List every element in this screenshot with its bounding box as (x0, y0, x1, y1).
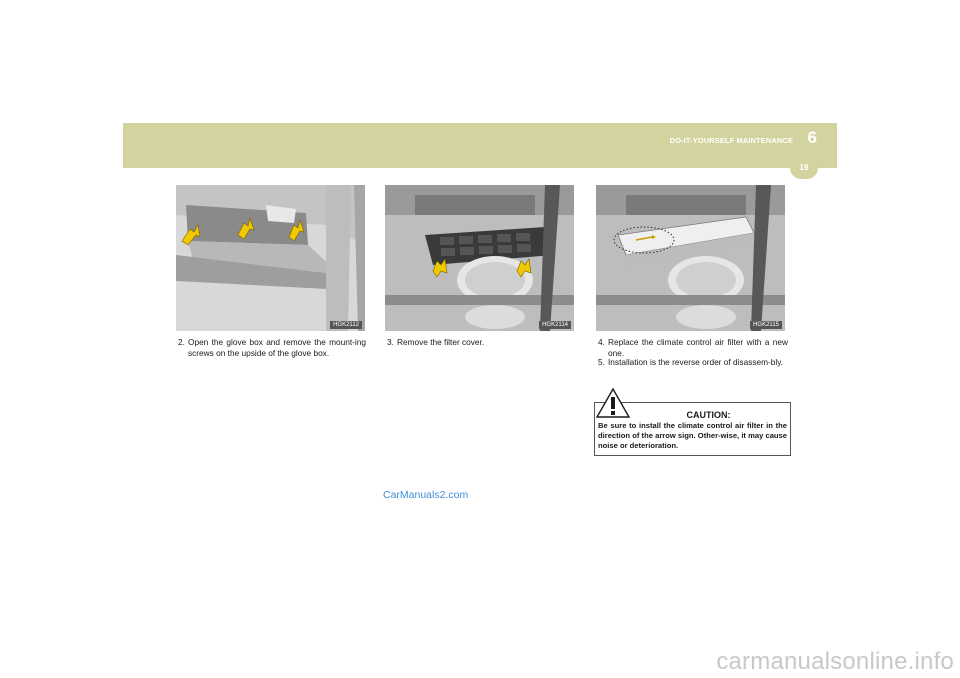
figure-code: HGK2112 (330, 321, 362, 329)
step-number: 5. (598, 357, 605, 367)
step-text: Remove the filter cover. (397, 337, 485, 347)
page-number-tab (790, 157, 818, 179)
caution-title: CAUTION: (686, 410, 731, 420)
step-text: Replace the climate control air filter with a new one. (608, 337, 788, 358)
step-5 (598, 357, 788, 379)
warning-triangle-icon (596, 388, 630, 418)
step-4 (598, 337, 788, 359)
chapter-header-band (123, 123, 837, 168)
footer-watermark: carmanualsonline.info (716, 648, 954, 675)
page-number: 19 (799, 163, 809, 172)
step-number: 2. (178, 337, 185, 347)
section-title: DO-IT-YOURSELF MAINTENANCE (669, 136, 793, 145)
watermark-link[interactable]: CarManuals2.com (383, 489, 469, 501)
step-number: 3. (387, 337, 394, 347)
step-text: Open the glove box and remove the mount-ing screws on the upside of the glove box. (188, 337, 366, 358)
figure-code: HGK2114 (539, 321, 571, 329)
step-number: 4. (598, 337, 605, 347)
step-2 (178, 337, 366, 359)
filter-replacement-photo (596, 185, 785, 331)
glove-box-photo (176, 185, 365, 331)
step-3 (387, 337, 575, 349)
step-text: Installation is the reverse order of disassem-bly. (608, 357, 784, 367)
caution-body: Be sure to install the climate control air filter in the direction of the arrow sign. Other-wise, it may cause noise or deterioration. (598, 421, 787, 450)
figure-code: HGK2115 (750, 321, 782, 329)
chapter-number: 6 (807, 128, 817, 147)
filter-cover-photo (385, 185, 574, 331)
